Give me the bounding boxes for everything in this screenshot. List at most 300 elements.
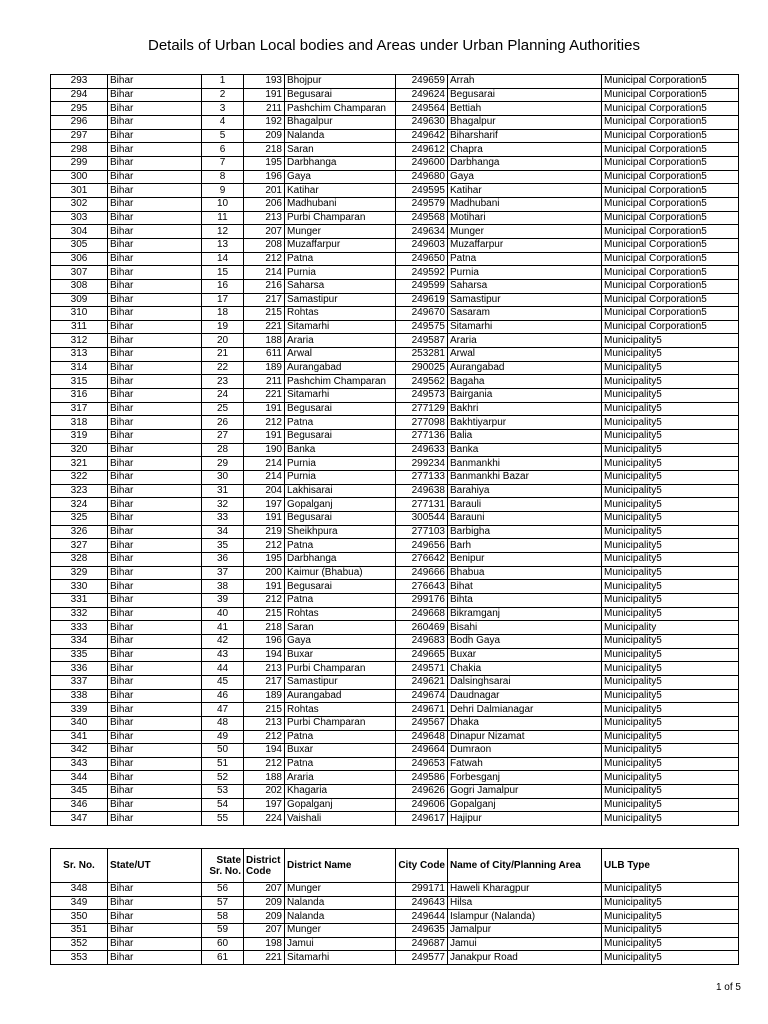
- cell-state-ut: Bihar: [108, 512, 202, 526]
- cell-state-sr-no: 36: [202, 552, 244, 566]
- cell-city-code: 249571: [396, 662, 448, 676]
- cell-district-name: Madhubani: [285, 197, 396, 211]
- cell-district-code: 211: [244, 102, 285, 116]
- cell-district-code: 198: [244, 937, 285, 951]
- cell-district-code: 217: [244, 675, 285, 689]
- cell-state-ut: Bihar: [108, 238, 202, 252]
- cell-city-code: 276643: [396, 580, 448, 594]
- cell-ulb-type: Municipality5: [602, 348, 739, 362]
- cell-district-name: Purbi Champaran: [285, 211, 396, 225]
- cell-city-code: 249644: [396, 910, 448, 924]
- table-row: [51, 143, 739, 157]
- cell-district-name: Nalanda: [285, 896, 396, 910]
- cell-sr-no: 327: [51, 539, 108, 553]
- cell-district-code: 213: [244, 211, 285, 225]
- cell-ulb-type: Municipality5: [602, 716, 739, 730]
- cell-state-sr-no: 57: [202, 896, 244, 910]
- cell-district-name: Saran: [285, 143, 396, 157]
- cell-city-name: Katihar: [448, 184, 602, 198]
- cell-city-name: Banmankhi Bazar: [448, 471, 602, 485]
- table-row: [51, 771, 739, 785]
- cell-sr-no: 344: [51, 771, 108, 785]
- cell-district-name: Munger: [285, 883, 396, 897]
- table-row: [51, 580, 739, 594]
- cell-city-name: Daudnagar: [448, 689, 602, 703]
- cell-district-name: Nalanda: [285, 129, 396, 143]
- cell-state-ut: Bihar: [108, 593, 202, 607]
- cell-city-name: Bhagalpur: [448, 115, 602, 129]
- cell-state-ut: Bihar: [108, 389, 202, 403]
- table-row: [51, 910, 739, 924]
- cell-district-code: 213: [244, 662, 285, 676]
- table-row: [51, 252, 739, 266]
- cell-sr-no: 308: [51, 279, 108, 293]
- cell-city-code: 249621: [396, 675, 448, 689]
- cell-sr-no: 329: [51, 566, 108, 580]
- cell-district-name: Darbhanga: [285, 552, 396, 566]
- cell-district-name: Khagaria: [285, 785, 396, 799]
- cell-district-name: Araria: [285, 334, 396, 348]
- cell-city-code: 249656: [396, 539, 448, 553]
- cell-sr-no: 312: [51, 334, 108, 348]
- cell-state-sr-no: 45: [202, 675, 244, 689]
- cell-city-name: Hajipur: [448, 812, 602, 826]
- cell-ulb-type: Municipality5: [602, 703, 739, 717]
- cell-state-ut: Bihar: [108, 320, 202, 334]
- cell-ulb-type: Municipality5: [602, 552, 739, 566]
- cell-district-name: Rohtas: [285, 703, 396, 717]
- cell-ulb-type: Municipality5: [602, 757, 739, 771]
- cell-district-code: 191: [244, 512, 285, 526]
- cell-city-code: 277133: [396, 471, 448, 485]
- cell-district-code: 189: [244, 689, 285, 703]
- cell-state-sr-no: 20: [202, 334, 244, 348]
- cell-city-name: Benipur: [448, 552, 602, 566]
- table-row: [51, 88, 739, 102]
- cell-state-sr-no: 56: [202, 883, 244, 897]
- cell-city-code: 277131: [396, 498, 448, 512]
- cell-district-name: Patna: [285, 593, 396, 607]
- cell-ulb-type: Municipal Corporation5: [602, 252, 739, 266]
- table-row: [51, 75, 739, 89]
- cell-state-sr-no: 37: [202, 566, 244, 580]
- cell-city-code: 249633: [396, 443, 448, 457]
- cell-state-ut: Bihar: [108, 143, 202, 157]
- cell-sr-no: 300: [51, 170, 108, 184]
- cell-sr-no: 345: [51, 785, 108, 799]
- cell-state-sr-no: 58: [202, 910, 244, 924]
- cell-sr-no: 322: [51, 471, 108, 485]
- cell-ulb-type: Municipality5: [602, 785, 739, 799]
- cell-city-name: Barauli: [448, 498, 602, 512]
- cell-city-code: 249586: [396, 771, 448, 785]
- cell-state-ut: Bihar: [108, 197, 202, 211]
- table-row: [51, 648, 739, 662]
- cell-city-name: Bikramganj: [448, 607, 602, 621]
- cell-sr-no: 326: [51, 525, 108, 539]
- cell-state-ut: Bihar: [108, 225, 202, 239]
- cell-state-ut: Bihar: [108, 910, 202, 924]
- cell-district-code: 188: [244, 771, 285, 785]
- cell-state-sr-no: 39: [202, 593, 244, 607]
- table-row: [51, 923, 739, 937]
- cell-ulb-type: Municipality5: [602, 634, 739, 648]
- cell-district-code: 214: [244, 471, 285, 485]
- cell-city-code: 249668: [396, 607, 448, 621]
- table-row: [51, 566, 739, 580]
- cell-city-name: Banka: [448, 443, 602, 457]
- cell-sr-no: 349: [51, 896, 108, 910]
- cell-state-ut: Bihar: [108, 471, 202, 485]
- cell-district-name: Pashchim Champaran: [285, 102, 396, 116]
- cell-city-name: Begusarai: [448, 88, 602, 102]
- cell-sr-no: 343: [51, 757, 108, 771]
- table-row: [51, 539, 739, 553]
- table-row: [51, 757, 739, 771]
- cell-city-code: 249634: [396, 225, 448, 239]
- cell-city-name: Gopalganj: [448, 798, 602, 812]
- table-row: [51, 430, 739, 444]
- cell-sr-no: 297: [51, 129, 108, 143]
- cell-state-ut: Bihar: [108, 744, 202, 758]
- cell-district-code: 214: [244, 457, 285, 471]
- cell-district-code: 209: [244, 896, 285, 910]
- cell-district-code: 221: [244, 951, 285, 965]
- cell-district-code: 224: [244, 812, 285, 826]
- cell-ulb-type: Municipality5: [602, 443, 739, 457]
- cell-ulb-type: Municipality5: [602, 910, 739, 924]
- table-row: [51, 552, 739, 566]
- table-row: [51, 211, 739, 225]
- cell-ulb-type: Municipality: [602, 621, 739, 635]
- cell-district-name: Pashchim Champaran: [285, 375, 396, 389]
- cell-ulb-type: Municipal Corporation5: [602, 293, 739, 307]
- cell-state-sr-no: 29: [202, 457, 244, 471]
- cell-city-code: 249577: [396, 951, 448, 965]
- table-row: [51, 307, 739, 321]
- cell-city-code: 276642: [396, 552, 448, 566]
- cell-city-code: 249617: [396, 812, 448, 826]
- table-row: [51, 197, 739, 211]
- cell-state-ut: Bihar: [108, 648, 202, 662]
- cell-district-code: 611: [244, 348, 285, 362]
- cell-district-code: 190: [244, 443, 285, 457]
- cell-sr-no: 350: [51, 910, 108, 924]
- cell-state-ut: Bihar: [108, 703, 202, 717]
- cell-city-name: Bihat: [448, 580, 602, 594]
- cell-ulb-type: Municipality5: [602, 361, 739, 375]
- cell-district-code: 212: [244, 416, 285, 430]
- cell-state-sr-no: 4: [202, 115, 244, 129]
- cell-city-name: Banmankhi: [448, 457, 602, 471]
- cell-sr-no: 306: [51, 252, 108, 266]
- cell-sr-no: 324: [51, 498, 108, 512]
- cell-ulb-type: Municipality5: [602, 430, 739, 444]
- cell-city-code: 249599: [396, 279, 448, 293]
- cell-sr-no: 347: [51, 812, 108, 826]
- cell-city-name: Barh: [448, 539, 602, 553]
- cell-state-ut: Bihar: [108, 75, 202, 89]
- cell-city-name: Buxar: [448, 648, 602, 662]
- cell-ulb-type: Municipality5: [602, 457, 739, 471]
- cell-state-sr-no: 7: [202, 156, 244, 170]
- ulb-table-continued: [50, 848, 739, 965]
- cell-state-ut: Bihar: [108, 580, 202, 594]
- cell-district-code: 191: [244, 580, 285, 594]
- cell-sr-no: 313: [51, 348, 108, 362]
- cell-state-sr-no: 53: [202, 785, 244, 799]
- cell-city-name: Gogri Jamalpur: [448, 785, 602, 799]
- cell-city-code: 249671: [396, 703, 448, 717]
- cell-city-name: Jamalpur: [448, 923, 602, 937]
- cell-state-ut: Bihar: [108, 375, 202, 389]
- cell-sr-no: 319: [51, 430, 108, 444]
- cell-state-sr-no: 22: [202, 361, 244, 375]
- cell-state-ut: Bihar: [108, 566, 202, 580]
- table-row: [51, 293, 739, 307]
- cell-sr-no: 339: [51, 703, 108, 717]
- cell-city-code: 249674: [396, 689, 448, 703]
- cell-ulb-type: Municipal Corporation5: [602, 211, 739, 225]
- cell-state-ut: Bihar: [108, 883, 202, 897]
- cell-district-name: Kaimur (Bhabua): [285, 566, 396, 580]
- cell-district-code: 193: [244, 75, 285, 89]
- cell-state-ut: Bihar: [108, 156, 202, 170]
- cell-ulb-type: Municipality5: [602, 923, 739, 937]
- cell-city-code: 300544: [396, 512, 448, 526]
- cell-state-sr-no: 28: [202, 443, 244, 457]
- cell-district-name: Purnia: [285, 266, 396, 280]
- cell-sr-no: 346: [51, 798, 108, 812]
- cell-city-code: 249670: [396, 307, 448, 321]
- cell-city-code: 249573: [396, 389, 448, 403]
- cell-state-ut: Bihar: [108, 539, 202, 553]
- cell-state-ut: Bihar: [108, 552, 202, 566]
- table-row: [51, 662, 739, 676]
- table-row: [51, 416, 739, 430]
- cell-sr-no: 320: [51, 443, 108, 457]
- table-header-row: [51, 849, 739, 883]
- table-row: [51, 744, 739, 758]
- cell-district-name: Sitamarhi: [285, 389, 396, 403]
- cell-city-name: Patna: [448, 252, 602, 266]
- cell-city-code: 249600: [396, 156, 448, 170]
- cell-state-ut: Bihar: [108, 498, 202, 512]
- cell-state-ut: Bihar: [108, 689, 202, 703]
- cell-district-name: Begusarai: [285, 512, 396, 526]
- cell-city-code: 249687: [396, 937, 448, 951]
- cell-district-name: Patna: [285, 252, 396, 266]
- cell-sr-no: 335: [51, 648, 108, 662]
- cell-district-code: 196: [244, 170, 285, 184]
- table-row: [51, 498, 739, 512]
- cell-sr-no: 296: [51, 115, 108, 129]
- cell-state-ut: Bihar: [108, 525, 202, 539]
- cell-district-code: 197: [244, 798, 285, 812]
- cell-sr-no: 352: [51, 937, 108, 951]
- cell-district-name: Gopalganj: [285, 498, 396, 512]
- cell-state-sr-no: 48: [202, 716, 244, 730]
- page-title: Details of Urban Local bodies and Areas under Urban Planning Authorities: [148, 37, 640, 54]
- cell-sr-no: 330: [51, 580, 108, 594]
- cell-sr-no: 314: [51, 361, 108, 375]
- table-row: [51, 883, 739, 897]
- cell-ulb-type: Municipal Corporation5: [602, 279, 739, 293]
- table-row: [51, 170, 739, 184]
- table-row: [51, 115, 739, 129]
- cell-district-code: 195: [244, 552, 285, 566]
- cell-city-code: 249642: [396, 129, 448, 143]
- cell-state-ut: Bihar: [108, 484, 202, 498]
- cell-district-name: Patna: [285, 539, 396, 553]
- cell-city-code: 249575: [396, 320, 448, 334]
- cell-sr-no: 321: [51, 457, 108, 471]
- cell-district-code: 204: [244, 484, 285, 498]
- cell-city-code: 277103: [396, 525, 448, 539]
- cell-sr-no: 325: [51, 512, 108, 526]
- cell-sr-no: 338: [51, 689, 108, 703]
- cell-city-name: Islampur (Nalanda): [448, 910, 602, 924]
- cell-state-ut: Bihar: [108, 812, 202, 826]
- table-row: [51, 607, 739, 621]
- cell-district-code: 215: [244, 307, 285, 321]
- cell-district-name: Buxar: [285, 744, 396, 758]
- cell-city-name: Barbigha: [448, 525, 602, 539]
- cell-city-code: 249648: [396, 730, 448, 744]
- table-row: [51, 266, 739, 280]
- cell-city-name: Haweli Kharagpur: [448, 883, 602, 897]
- cell-district-name: Gopalganj: [285, 798, 396, 812]
- cell-city-code: 249630: [396, 115, 448, 129]
- cell-state-ut: Bihar: [108, 634, 202, 648]
- cell-city-name: Bakhri: [448, 402, 602, 416]
- cell-city-name: Sasaram: [448, 307, 602, 321]
- cell-city-code: 249624: [396, 88, 448, 102]
- cell-district-code: 209: [244, 129, 285, 143]
- cell-district-code: 212: [244, 730, 285, 744]
- cell-state-ut: Bihar: [108, 307, 202, 321]
- cell-city-name: Dalsinghsarai: [448, 675, 602, 689]
- cell-state-sr-no: 54: [202, 798, 244, 812]
- cell-ulb-type: Municipality5: [602, 607, 739, 621]
- cell-district-code: 211: [244, 375, 285, 389]
- cell-ulb-type: Municipality5: [602, 798, 739, 812]
- cell-city-code: 249606: [396, 798, 448, 812]
- cell-state-sr-no: 49: [202, 730, 244, 744]
- cell-ulb-type: Municipality5: [602, 812, 739, 826]
- cell-district-code: 221: [244, 389, 285, 403]
- cell-state-sr-no: 47: [202, 703, 244, 717]
- cell-city-name: Bisahi: [448, 621, 602, 635]
- table-row: [51, 471, 739, 485]
- table-row: [51, 812, 739, 826]
- cell-district-code: 215: [244, 607, 285, 621]
- cell-sr-no: 305: [51, 238, 108, 252]
- cell-district-code: 194: [244, 744, 285, 758]
- cell-ulb-type: Municipal Corporation5: [602, 88, 739, 102]
- cell-state-ut: Bihar: [108, 662, 202, 676]
- cell-district-name: Begusarai: [285, 88, 396, 102]
- cell-state-sr-no: 27: [202, 430, 244, 444]
- cell-city-code: 249567: [396, 716, 448, 730]
- cell-district-name: Arwal: [285, 348, 396, 362]
- cell-district-name: Rohtas: [285, 307, 396, 321]
- header-state-ut: State/UT: [108, 849, 202, 883]
- cell-city-name: Purnia: [448, 266, 602, 280]
- cell-ulb-type: Municipality5: [602, 498, 739, 512]
- cell-district-code: 207: [244, 923, 285, 937]
- cell-ulb-type: Municipal Corporation5: [602, 266, 739, 280]
- cell-district-name: Begusarai: [285, 580, 396, 594]
- cell-sr-no: 351: [51, 923, 108, 937]
- cell-ulb-type: Municipality5: [602, 951, 739, 965]
- cell-state-sr-no: 11: [202, 211, 244, 225]
- table-row: [51, 361, 739, 375]
- cell-sr-no: 318: [51, 416, 108, 430]
- cell-state-sr-no: 52: [202, 771, 244, 785]
- cell-state-sr-no: 40: [202, 607, 244, 621]
- cell-state-ut: Bihar: [108, 88, 202, 102]
- cell-city-name: Muzaffarpur: [448, 238, 602, 252]
- cell-state-ut: Bihar: [108, 293, 202, 307]
- cell-state-sr-no: 60: [202, 937, 244, 951]
- cell-city-code: 277136: [396, 430, 448, 444]
- cell-district-name: Aurangabad: [285, 361, 396, 375]
- cell-state-ut: Bihar: [108, 621, 202, 635]
- cell-ulb-type: Municipality5: [602, 416, 739, 430]
- cell-city-name: Forbesganj: [448, 771, 602, 785]
- cell-city-name: Saharsa: [448, 279, 602, 293]
- cell-state-ut: Bihar: [108, 170, 202, 184]
- cell-district-name: Jamui: [285, 937, 396, 951]
- cell-sr-no: 303: [51, 211, 108, 225]
- cell-district-name: Bhagalpur: [285, 115, 396, 129]
- cell-city-code: 299234: [396, 457, 448, 471]
- table-row: [51, 129, 739, 143]
- cell-state-ut: Bihar: [108, 361, 202, 375]
- cell-sr-no: 315: [51, 375, 108, 389]
- cell-state-sr-no: 38: [202, 580, 244, 594]
- cell-district-name: Saharsa: [285, 279, 396, 293]
- cell-state-ut: Bihar: [108, 923, 202, 937]
- cell-ulb-type: Municipality5: [602, 883, 739, 897]
- cell-district-code: 213: [244, 716, 285, 730]
- cell-ulb-type: Municipality5: [602, 896, 739, 910]
- cell-city-code: 299176: [396, 593, 448, 607]
- cell-ulb-type: Municipal Corporation5: [602, 170, 739, 184]
- cell-city-name: Jamui: [448, 937, 602, 951]
- table-row: [51, 896, 739, 910]
- cell-ulb-type: Municipality5: [602, 389, 739, 403]
- cell-state-sr-no: 25: [202, 402, 244, 416]
- cell-state-ut: Bihar: [108, 266, 202, 280]
- cell-state-ut: Bihar: [108, 430, 202, 444]
- table-row: [51, 525, 739, 539]
- cell-state-sr-no: 18: [202, 307, 244, 321]
- cell-district-code: 195: [244, 156, 285, 170]
- cell-district-name: Buxar: [285, 648, 396, 662]
- table-row: [51, 512, 739, 526]
- cell-city-code: 249562: [396, 375, 448, 389]
- cell-ulb-type: Municipality5: [602, 771, 739, 785]
- header-district-code: District Code: [244, 849, 285, 883]
- cell-district-code: 196: [244, 634, 285, 648]
- cell-ulb-type: Municipal Corporation5: [602, 197, 739, 211]
- cell-district-code: 212: [244, 539, 285, 553]
- cell-ulb-type: Municipality5: [602, 334, 739, 348]
- cell-state-sr-no: 1: [202, 75, 244, 89]
- cell-city-code: 249564: [396, 102, 448, 116]
